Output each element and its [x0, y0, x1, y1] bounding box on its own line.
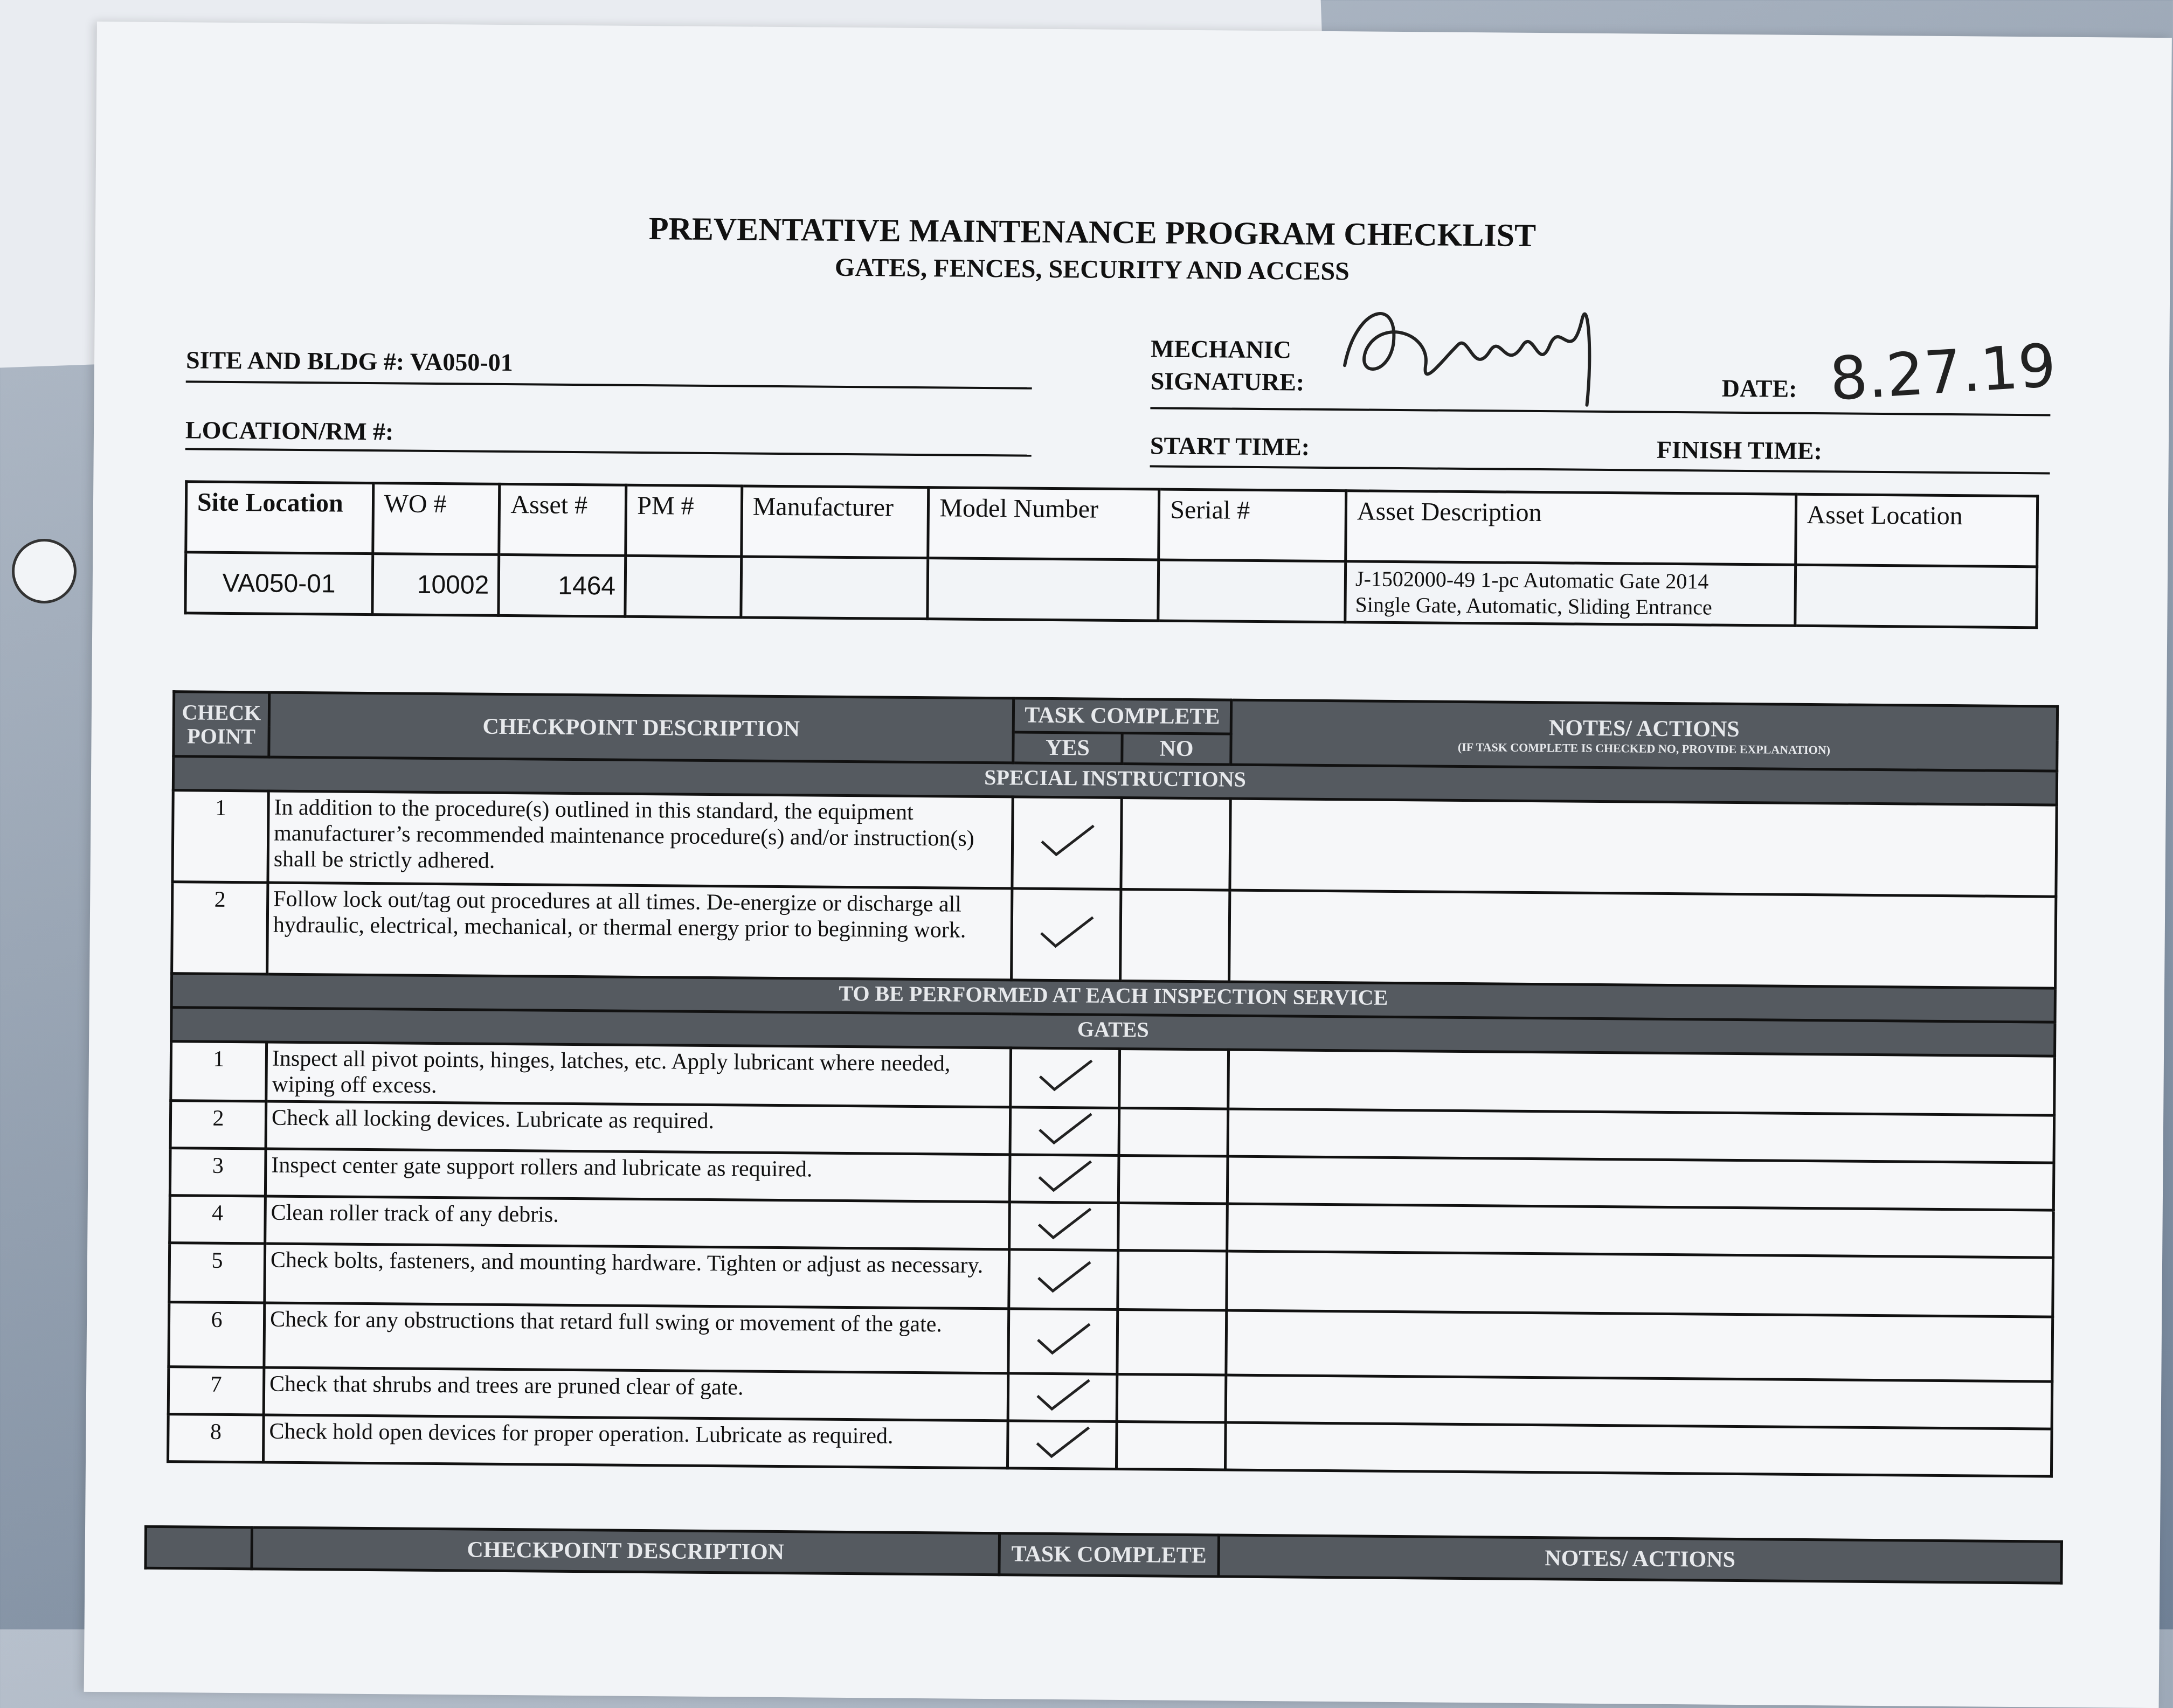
header-check-point: CHECK POINT	[174, 692, 269, 757]
stamp-icon	[12, 539, 77, 603]
next-section-header-row	[146, 1526, 2061, 1583]
gate-2-notes[interactable]	[1228, 1109, 2054, 1163]
each-inspection-label: TO BE PERFORMED AT EACH INSPECTION SERVICE	[171, 974, 2055, 1022]
gate-7-no[interactable]	[1117, 1374, 1226, 1422]
cell-wo: 10002	[372, 554, 500, 616]
special-2-no[interactable]	[1120, 889, 1230, 982]
checkmark-icon	[1034, 1157, 1094, 1195]
next-section-header	[144, 1525, 2063, 1585]
special-1-yes[interactable]	[1012, 797, 1122, 890]
mechanic-signature	[1333, 284, 1615, 416]
mechanic-label: MECHANIC	[1151, 335, 1292, 364]
next-header-task-complete: TASK COMPLETE	[999, 1533, 1219, 1577]
gate-3-notes[interactable]	[1227, 1156, 2054, 1210]
gate-6-number: 6	[169, 1302, 265, 1367]
gate-1-number: 1	[171, 1042, 267, 1101]
site-bldg-label: SITE AND BLDG #: VA050-01	[185, 346, 513, 377]
gate-8-no[interactable]	[1116, 1421, 1226, 1470]
gate-8-number: 8	[168, 1414, 264, 1462]
header-asset: Asset #	[499, 484, 626, 556]
gate-5-no[interactable]	[1118, 1250, 1227, 1310]
special-2-yes[interactable]	[1012, 888, 1121, 981]
next-header-checkpoint-description: CHECKPOINT DESCRIPTION	[252, 1528, 1000, 1575]
gate-8-notes[interactable]	[1225, 1422, 2052, 1476]
description-line-2: Single Gate, Automatic, Sliding Entrance	[1355, 592, 1712, 620]
site-bldg-line	[186, 380, 1032, 389]
cell-site-location: VA050-01	[185, 552, 373, 615]
checkmark-icon	[1034, 1258, 1094, 1296]
checklist-table	[167, 690, 2059, 1477]
gate-6-yes[interactable]	[1008, 1309, 1118, 1374]
gate-2-text: Check all locking devices. Lubricate as required.	[266, 1101, 1011, 1155]
date-label: DATE:	[1721, 374, 1797, 402]
gate-3-yes[interactable]	[1009, 1155, 1119, 1203]
header-asset-location: Asset Location	[1795, 494, 2037, 567]
gate-6-text: Check for any obstructions that retard full swing or movement of the gate.	[264, 1303, 1009, 1373]
gate-2-number: 2	[170, 1101, 266, 1149]
checkmark-icon	[1035, 1056, 1095, 1094]
date-value: 8.27.19	[1828, 331, 2058, 414]
header-notes-subtitle: (IF TASK COMPLETE IS CHECKED NO, PROVIDE EXPLANATION)	[1457, 740, 1831, 756]
checkmark-icon	[1037, 821, 1097, 859]
location-label: LOCATION/RM #:	[185, 416, 394, 446]
gate-4-no[interactable]	[1118, 1203, 1228, 1251]
header-manufacturer: Manufacturer	[742, 486, 929, 558]
header-model-number: Model Number	[928, 488, 1159, 560]
location-line	[185, 448, 1032, 456]
gate-6-no[interactable]	[1117, 1309, 1227, 1375]
gate-3-number: 3	[170, 1148, 266, 1196]
cell-serial	[1158, 560, 1346, 622]
gate-8-yes[interactable]	[1007, 1421, 1117, 1469]
special-2-text: Follow lock out/tag out procedures at all times. De-energize or discharge all hydraulic, electrical, mechanical, or thermal energy prior to beginning work.	[267, 883, 1012, 980]
header-serial: Serial #	[1159, 489, 1346, 561]
gate-2-yes[interactable]	[1010, 1107, 1119, 1156]
cell-asset: 1464	[499, 554, 626, 616]
checklist-sheet	[84, 22, 2172, 1708]
cell-asset-description	[1345, 561, 1795, 626]
gate-7-yes[interactable]	[1008, 1373, 1117, 1422]
gate-5-notes[interactable]	[1227, 1251, 2053, 1317]
gate-7-number: 7	[168, 1367, 264, 1415]
cell-manufacturer	[741, 557, 929, 619]
gate-7-text: Check that shrubs and trees are pruned clear of gate.	[264, 1367, 1008, 1421]
gate-5-yes[interactable]	[1009, 1249, 1118, 1310]
gate-5-number: 5	[169, 1243, 265, 1303]
gates-label: GATES	[171, 1008, 2055, 1056]
checkmark-icon	[1036, 913, 1096, 951]
gate-4-notes[interactable]	[1227, 1204, 2054, 1258]
header-wo: WO #	[372, 483, 500, 555]
checkmark-icon	[1034, 1204, 1094, 1242]
next-section-blank-1	[146, 1526, 252, 1569]
special-instructions-label: SPECIAL INSTRUCTIONS	[173, 756, 2057, 805]
gate-1-yes[interactable]	[1011, 1048, 1120, 1108]
page-subtitle: GATES, FENCES, SECURITY AND ACCESS	[834, 253, 1350, 286]
checkmark-icon	[1033, 1376, 1092, 1414]
special-1-text: In addition to the procedure(s) outlined in this standard, the equipment manufacturer’s recommended maintenance procedure(s) and/or instruction(s) shall be strictly adhered.	[268, 791, 1013, 888]
special-1-no[interactable]	[1121, 797, 1230, 890]
header-asset-description: Asset Description	[1346, 491, 1796, 565]
gate-4-text: Clean roller track of any debris.	[265, 1196, 1010, 1249]
time-line	[1150, 465, 2050, 474]
cell-asset-location	[1795, 565, 2037, 628]
gate-4-yes[interactable]	[1009, 1202, 1119, 1251]
finish-time-label: FINISH TIME:	[1656, 435, 1823, 465]
gate-7-notes[interactable]	[1226, 1375, 2052, 1429]
gate-3-text: Inspect center gate support rollers and lubricate as required.	[265, 1149, 1010, 1202]
asset-table	[184, 480, 2039, 629]
header-site-location: Site Location	[186, 482, 373, 554]
cell-pm	[625, 556, 741, 617]
gate-1-notes[interactable]	[1228, 1050, 2055, 1115]
next-header-notes: NOTES/ ACTIONS	[1219, 1535, 2062, 1583]
header-no: NO	[1122, 733, 1231, 765]
gate-5-text: Check bolts, fasteners, and mounting hardware. Tighten or adjust as necessary.	[265, 1244, 1009, 1309]
special-row-2	[172, 882, 2056, 988]
special-1-number: 1	[172, 790, 268, 883]
special-row-1	[172, 790, 2057, 897]
header-pm: PM #	[626, 485, 742, 557]
gate-3-no[interactable]	[1118, 1155, 1228, 1204]
gate-1-no[interactable]	[1119, 1049, 1229, 1109]
header-notes-title: NOTES/ ACTIONS	[1548, 715, 1740, 742]
special-1-notes[interactable]	[1230, 799, 2057, 897]
header-checkpoint-description: CHECKPOINT DESCRIPTION	[269, 692, 1014, 763]
gate-2-no[interactable]	[1119, 1108, 1228, 1156]
gate-6-notes[interactable]	[1226, 1310, 2053, 1381]
special-2-number: 2	[172, 882, 268, 974]
gate-1-text: Inspect all pivot points, hinges, latches, etc. Apply lubricant where needed, wiping off excess.	[266, 1042, 1011, 1107]
checkmark-icon	[1033, 1320, 1093, 1358]
cell-model	[928, 558, 1159, 621]
checkmark-icon	[1033, 1423, 1092, 1461]
header-task-complete: TASK COMPLETE	[1013, 698, 1231, 734]
signature-label: SIGNATURE:	[1150, 367, 1305, 396]
gate-8-text: Check hold open devices for proper operation. Lubricate as required.	[264, 1415, 1008, 1468]
gate-4-number: 4	[170, 1196, 266, 1244]
header-yes: YES	[1013, 732, 1122, 764]
special-2-notes[interactable]	[1229, 890, 2056, 988]
header-notes	[1231, 700, 2058, 771]
description-line-1: J-1502000-49 1-pc Automatic Gate 2014	[1355, 566, 1709, 594]
checkmark-icon	[1035, 1109, 1095, 1148]
page-title: PREVENTATIVE MAINTENANCE PROGRAM CHECKLIST	[648, 211, 1537, 253]
start-time-label: START TIME:	[1150, 432, 1310, 461]
